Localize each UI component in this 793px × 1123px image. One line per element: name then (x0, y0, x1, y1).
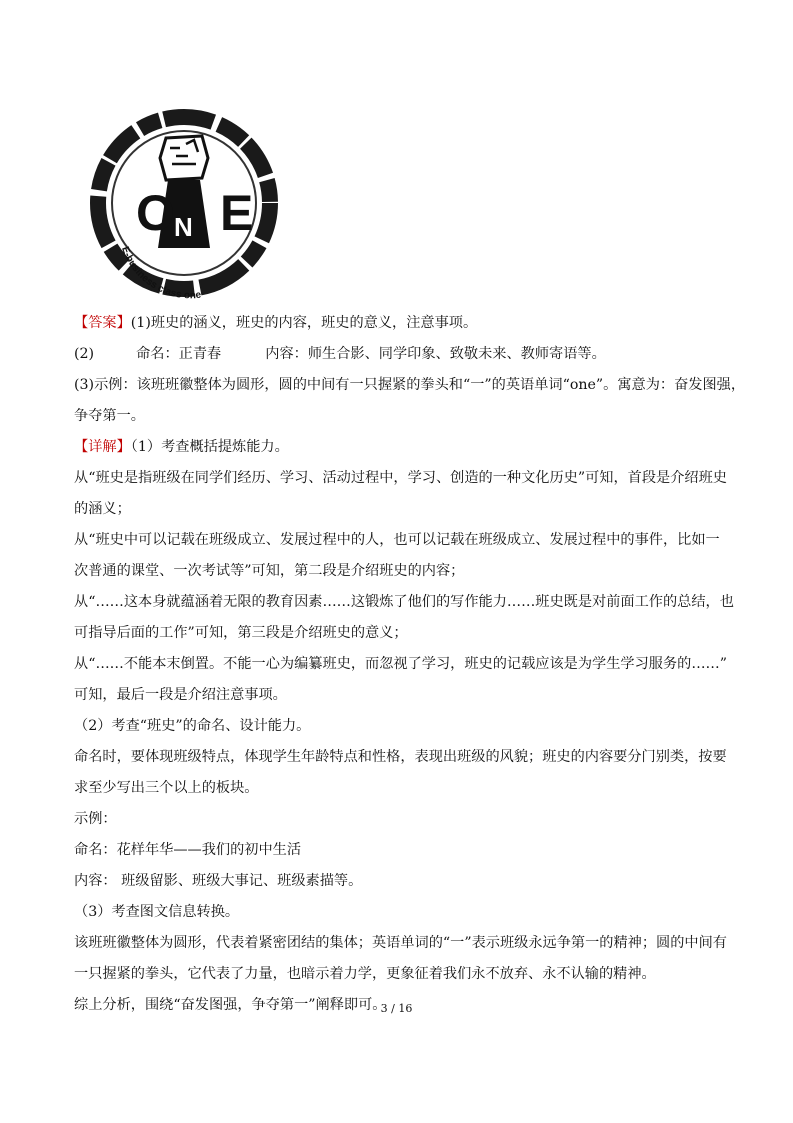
detail-line: 的涵义； (74, 501, 131, 517)
detail-line: 一只握紧的拳头，它代表了力量，也暗示着力学，更象征着我们永不放弃、永不认输的精神。 (74, 966, 656, 982)
logo-letter-e: E (220, 185, 254, 241)
class-logo (84, 108, 284, 303)
logo-letter-o: O (136, 185, 175, 241)
answer-line-2: (2) 命名：正青春 内容：师生合影、同学印象、致敬未来、教师寄语等。 (74, 346, 606, 362)
summary-line: 综上分析，围绕“奋发图强，争夺第一”阐释即可。 (74, 997, 387, 1013)
detail-head-3: （3）考查图文信息转换。 (74, 904, 240, 920)
answer-line-1: 【答案】(1)班史的涵义，班史的内容，班史的意义，注意事项。 (74, 315, 478, 331)
detail-line: 可指导后面的工作”可知，第三段是介绍班史的意义； (74, 625, 408, 641)
detail-line: 可知，最后一段是介绍注意事项。 (74, 687, 287, 703)
detail-line: 命名时，要体现班级特点，体现学生年龄特点和性格，表现出班级的风貌；班史的内容要分门别类，按要 (74, 749, 727, 765)
detail-head-1: 【详解】（1）考查概括提炼能力。 (74, 439, 289, 455)
logo-letter-n: N (174, 212, 193, 242)
detail-line: 从“班史中可以记载在班级成立、发展过程中的人，也可以记载在班级成立、发展过程中的事件，比如一 (74, 532, 720, 548)
page-number: 3 / 16 (380, 1002, 413, 1015)
example-label: 示例： (74, 811, 117, 827)
answer-line-3a: (3)示例：该班班徽整体为圆形，圆的中间有一只握紧的拳头和“一”的英语单词“one”。寓意为：奋发图强， (74, 377, 746, 393)
example-content: 内容： 班级留影、班级大事记、班级素描等。 (74, 873, 363, 889)
answer-tag: 【答案】 (74, 315, 131, 331)
detail-line: 从“……不能本末倒置。不能一心为编纂班史，而忽视了学习，班史的记载应该是为学生学习服务的……” (74, 656, 727, 672)
example-name: 命名：花样年华——我们的初中生活 (74, 842, 302, 858)
detail-line: 该班班徽整体为圆形，代表着紧密团结的集体；英语单词的“一”表示班级永远争第一的精神；圆的中间有 (74, 935, 727, 951)
detail-line: 从“……这本身就蕴涵着无限的教育因素……这锻炼了他们的写作能力……班史既是对前面工作的总结，也 (74, 594, 734, 610)
logo-ring-text: E-business class one (119, 245, 202, 302)
detail-line: 从“班史是指班级在同学们经历、学习、活动过程中，学习、创造的一种文化历史”可知，首段是介绍班史 (74, 470, 727, 486)
detail-line: 次普通的课堂、一次考试等”可知，第二段是介绍班史的内容； (74, 563, 465, 579)
detail-tag: 【详解】 (74, 439, 131, 455)
detail-line: 求至少写出三个以上的板块。 (74, 780, 259, 796)
answer-explanation (74, 308, 746, 1021)
detail-head-2: （2）考查“班史”的命名、设计能力。 (74, 718, 311, 734)
answer-line-3b: 争夺第一。 (74, 408, 145, 424)
